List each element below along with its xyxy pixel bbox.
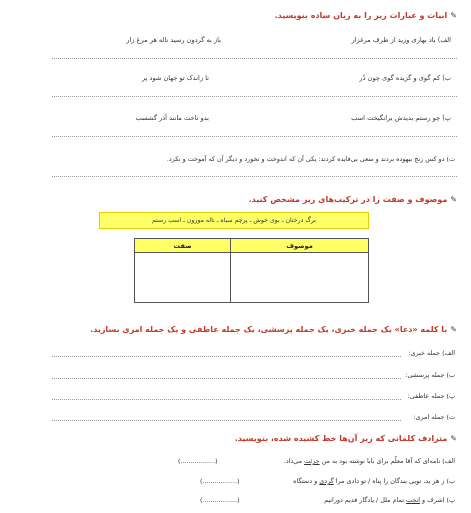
section2-heading: ✎ موصوف و صفت را در ترکیب‌های زیر مشخص کنید.	[248, 195, 457, 204]
mowsoof-answer-cell[interactable]	[231, 253, 369, 303]
sentence-label: ت) جمله امری:	[413, 413, 455, 421]
sentence-label: پ) جمله عاطفی:	[407, 392, 455, 400]
answer-line[interactable]	[52, 378, 401, 379]
item-d-text: ت) دو کس رنج بیهوده بردند و سعی بی‌فایده کردند: یکی آن که اندوخت و نخورد و دیگر آن که آموخت و نکرد.	[166, 155, 455, 163]
synonym-item: پ) اشرف و انجب تمام ملل / یادگار قدیم دورانیم	[324, 496, 455, 504]
answer-line[interactable]	[52, 96, 457, 97]
poem2-left: تا زاندک تو جهان شود پر	[141, 74, 209, 82]
synonym-item: الف) نامه‌ای که آقا معلّم برای بابا نوشته بود به من جرئت می‌داد.	[283, 457, 455, 465]
mowsoof-sefat-table	[134, 238, 369, 303]
pencil-icon: ✎	[450, 11, 457, 20]
synonym-blank[interactable]: (.................)	[178, 457, 218, 465]
sentence-label: ب) جمله پرسشی:	[405, 371, 455, 379]
col-mowsoof-header: موصوف	[231, 239, 369, 253]
poem2-right: ب) کم گوی و گزیده گوی چون دُر	[359, 74, 451, 82]
poem1-left: باز به گردون رسید ناله هر مرغ زار	[126, 36, 221, 44]
poem3-right: پ) چو رستم بدیدش برانگیخت اسب	[351, 114, 451, 122]
pencil-icon: ✎	[450, 434, 457, 443]
section1-heading: ✎ ابیات و عبارات زیر را به زبان ساده بنویسید.	[274, 11, 457, 20]
answer-line[interactable]	[52, 136, 457, 137]
answer-line[interactable]	[52, 176, 457, 177]
sentence-label: الف) جمله خبری:	[408, 349, 455, 357]
poem1-right: الف) باد بهاری وزید از طرف مرغزار	[351, 36, 451, 44]
answer-line[interactable]	[52, 420, 401, 421]
col-sefat-header: صفت	[135, 239, 231, 253]
section4-heading: ✎ مترادف کلماتی که زیر آن‌ها خط کشیده شده، بنویسید.	[234, 434, 457, 443]
answer-line[interactable]	[52, 356, 401, 357]
synonym-blank[interactable]: (.................)	[200, 496, 240, 504]
pencil-icon: ✎	[450, 195, 457, 204]
pencil-icon: ✎	[450, 325, 457, 334]
synonym-item: ب) ز هر بد، تویی بندگان را پناه / تو دادی مرا گردی و دستگاه	[293, 477, 455, 485]
answer-line[interactable]	[52, 399, 401, 400]
poem3-left: بدو تاخت مانند آذر گشسب	[135, 114, 209, 122]
answer-line[interactable]	[52, 58, 457, 59]
section3-heading: ✎ با کلمه «دعا» یک جمله خبری، یک جمله پرسشی، یک جمله عاطفی و یک جمله امری بسازید.	[90, 325, 457, 334]
synonym-blank[interactable]: (.................)	[200, 477, 240, 485]
phrases-banner: برگ درختان ـ بوی خوش ـ پرچم سیاه ـ ناله موزون ـ اسب رستم	[99, 212, 369, 229]
sefat-answer-cell[interactable]	[135, 253, 231, 303]
